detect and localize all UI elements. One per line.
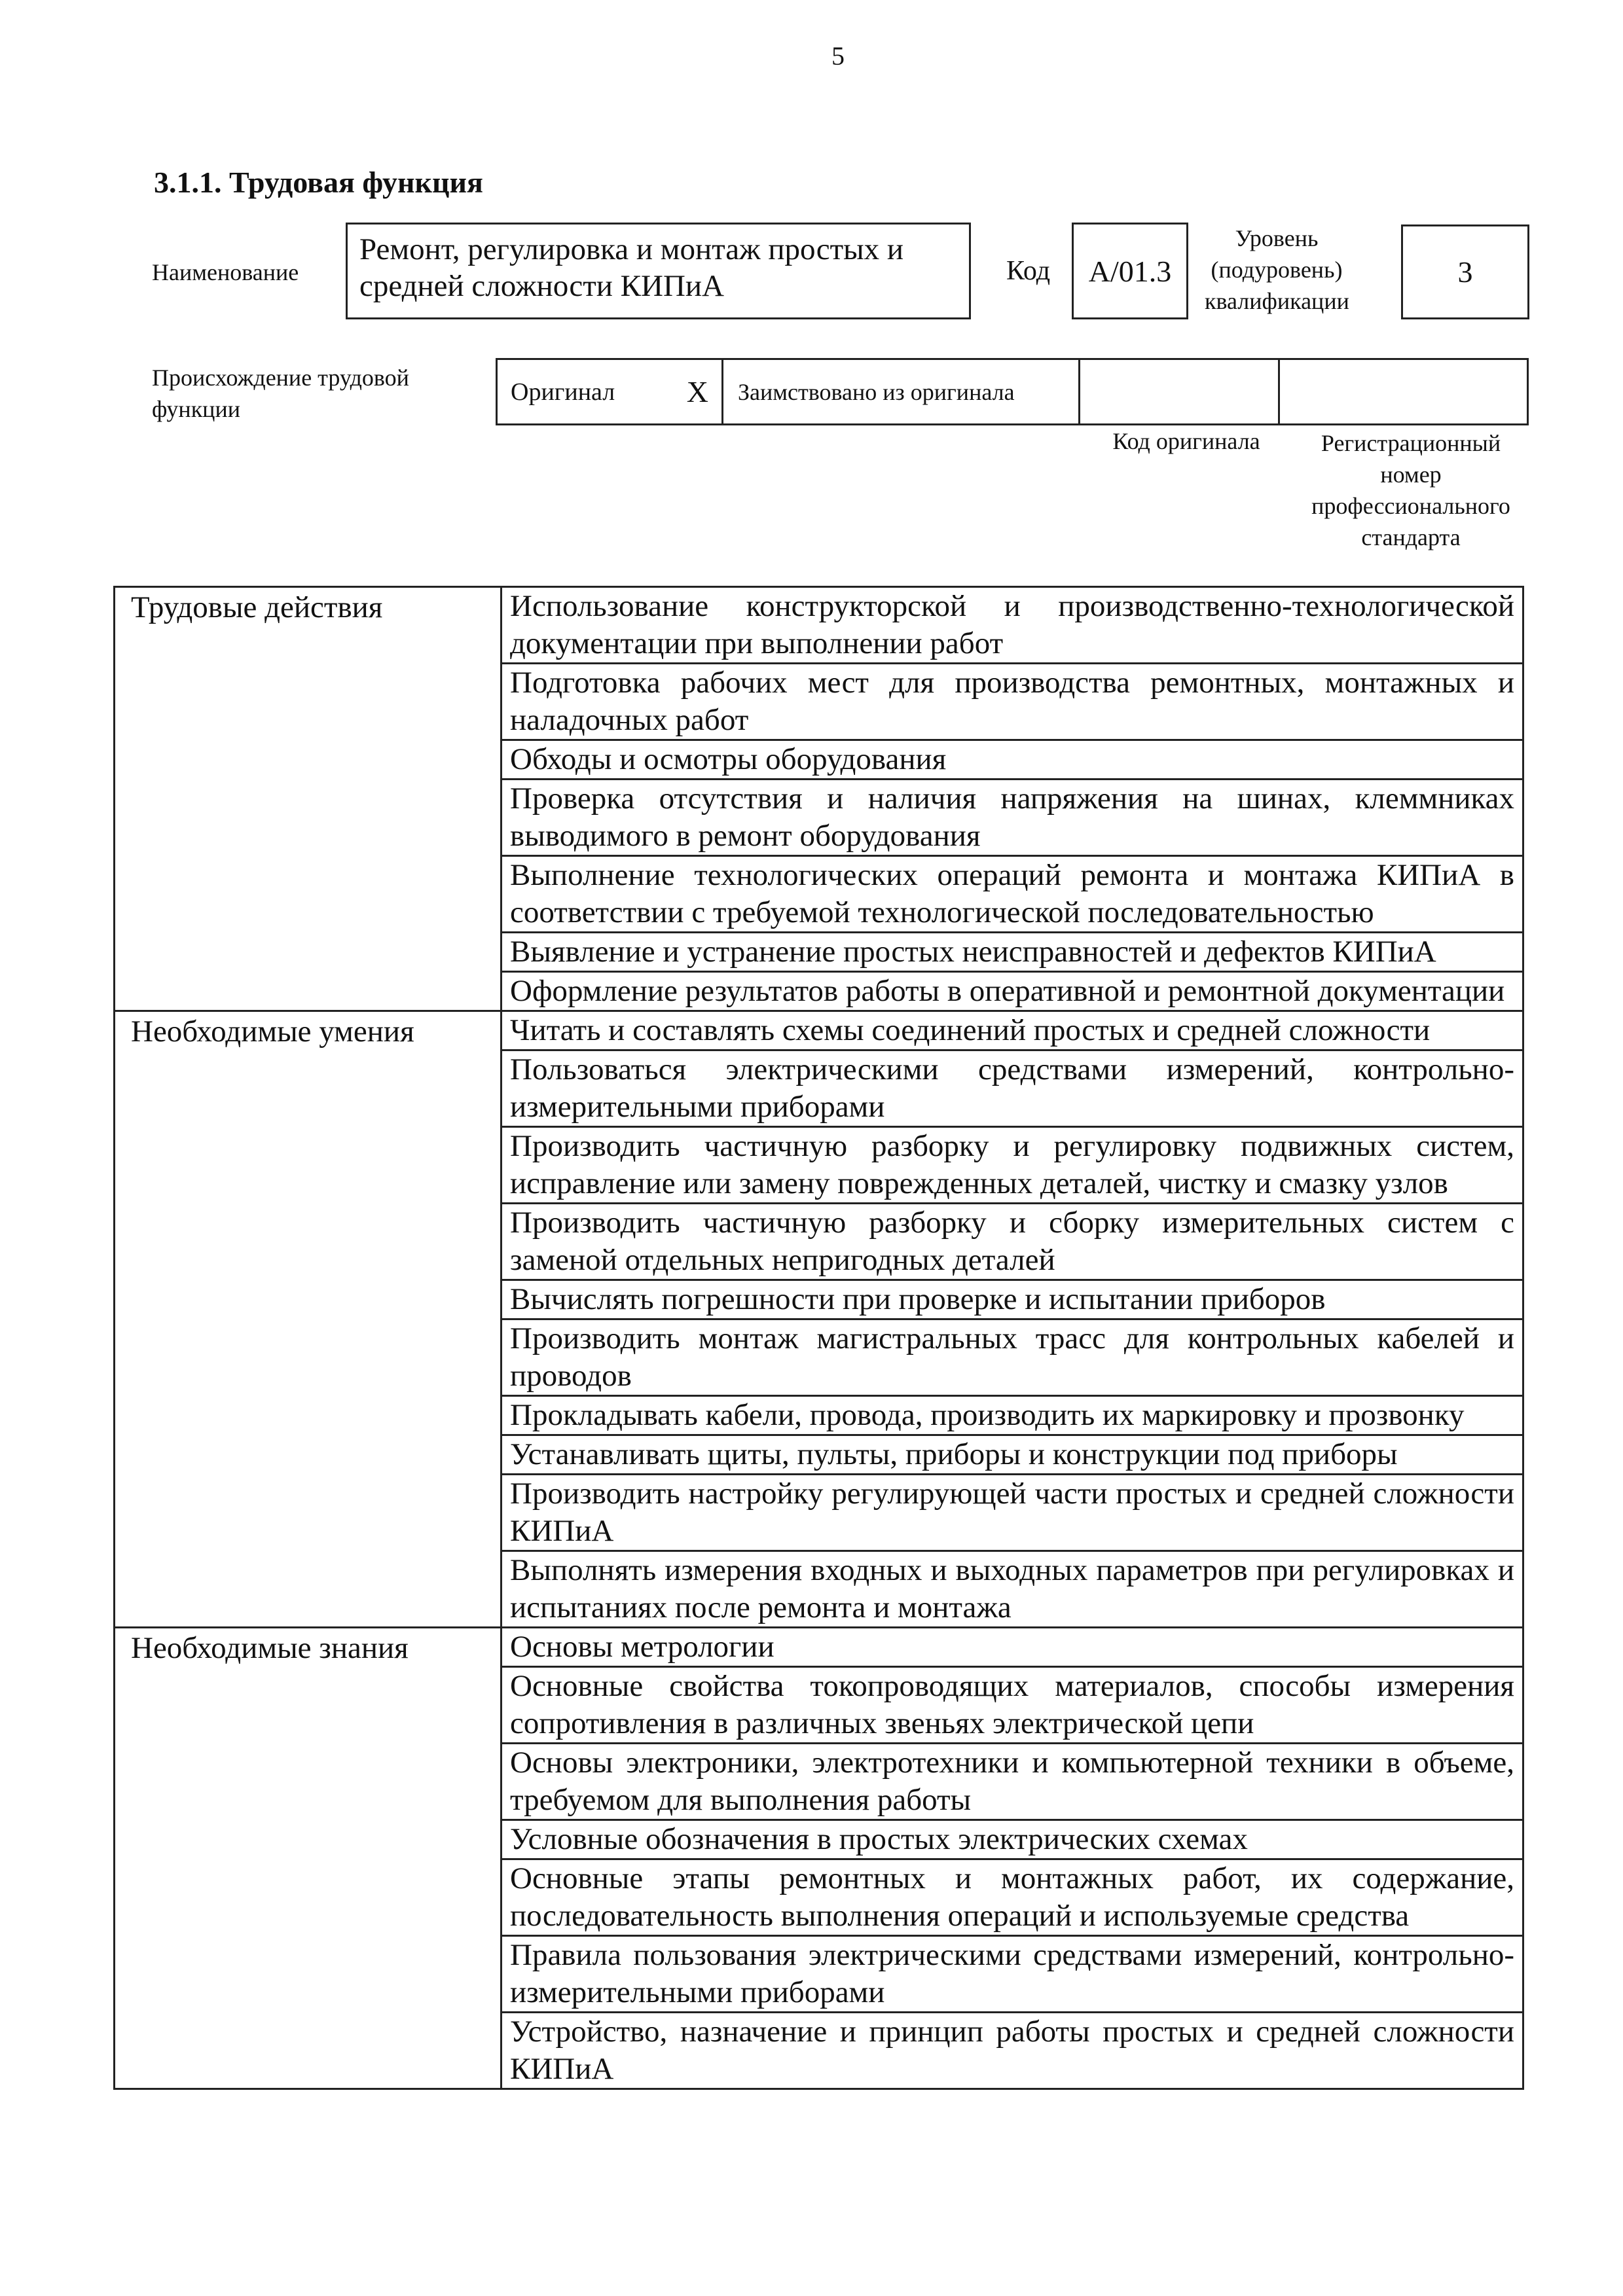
code-label: Код [1006,256,1051,286]
original-code-label: Код оригинала [1112,428,1260,454]
section-item: Оформление результатов работы в оперативной и ремонтной документации [501,972,1523,1011]
section-item: Условные обозначения в простых электрических схемах [501,1820,1523,1859]
name-value: Ремонт, регулировка и монтаж простых и средней сложности КИПиА [346,223,971,319]
section-item: Подготовка рабочих мест для производства ремонтных, монтажных и наладочных работ [501,664,1523,740]
origin-label: Происхождение трудовой функции [152,365,409,422]
section-item: Производить частичную разборку и сборку измерительных систем с заменой отдельных непригодных деталей [501,1204,1523,1280]
section-item: Производить частичную разборку и регулировку подвижных систем, исправление или замену поврежденных деталей, чистку и смазку узлов [501,1127,1523,1204]
section-item: Выполнять измерения входных и выходных параметров при регулировках и испытаниях после ремонта и монтажа [501,1551,1523,1628]
section-title: Необходимые умения [115,1011,501,1628]
section-item: Обходы и осмотры оборудования [501,740,1523,780]
section-item: Читать и составлять схемы соединений простых и средней сложности [501,1011,1523,1050]
section-heading: 3.1.1. Трудовая функция [154,166,483,199]
section-item: Основные этапы ремонтных и монтажных работ, их содержание, последовательность выполнения операций и используемые средства [501,1859,1523,1936]
section-title: Необходимые знания [115,1628,501,2089]
table-row [115,1011,1523,1050]
origin-borrowed-cell: Заимствовано из оригинала [723,360,1080,423]
section-item: Прокладывать кабели, провода, производить их маркировку и прозвонку [501,1396,1523,1435]
table-row [115,1628,1523,1667]
section-item: Производить монтаж магистральных трасс для контрольных кабелей и проводов [501,1319,1523,1396]
section-item: Использование конструкторской и производственно-технологической документации при выполнении работ [501,587,1523,664]
level-value: 3 [1401,224,1529,319]
section-item: Основные свойства токопроводящих материалов, способы измерения сопротивления в различных звеньях электрической цепи [501,1667,1523,1744]
code-value: A/01.3 [1072,223,1188,319]
level-label: Уровень (подуровень) квалификации [1205,225,1349,314]
section-item: Выполнение технологических операций ремонта и монтажа КИПиА в соответствии с требуемой технологической последовательностью [501,856,1523,933]
original-code-cell [1080,360,1280,423]
section-item: Основы электроники, электротехники и компьютерной техники в объеме, требуемом для выполнения работы [501,1744,1523,1820]
section-item: Правила пользования электрическими средствами измерений, контрольно-измерительными приборами [501,1936,1523,2013]
origin-original-label: Оригинал [511,378,615,406]
table-row [115,587,1523,664]
section-item: Основы метрологии [501,1628,1523,1667]
section-item: Устройство, назначение и принцип работы простых и средней сложности КИПиА [501,2013,1523,2089]
origin-original-cell [498,360,723,423]
registration-number-label: Регистрационный номер профессионального стандарта [1311,430,1510,550]
section-item: Выявление и устранение простых неисправностей и дефектов КИПиА [501,933,1523,972]
section-item: Пользоваться электрическими средствами измерений, контрольно-измерительными приборами [501,1050,1523,1127]
section-title: Трудовые действия [115,587,501,1011]
section-item: Вычислять погрешности при проверке и испытании приборов [501,1280,1523,1319]
registration-number-cell [1280,360,1527,423]
section-item: Производить настройку регулирующей части простых и средней сложности КИПиА [501,1475,1523,1551]
name-label: Наименование [152,259,299,285]
origin-original-mark: X [686,375,708,408]
section-item: Устанавливать щиты, пульты, приборы и конструкции под приборы [501,1435,1523,1475]
page-number: 5 [831,41,845,71]
origin-table [496,358,1529,425]
section-item: Проверка отсутствия и наличия напряжения на шинах, клеммниках выводимого в ремонт оборудования [501,780,1523,856]
labor-function-table [113,586,1524,2090]
